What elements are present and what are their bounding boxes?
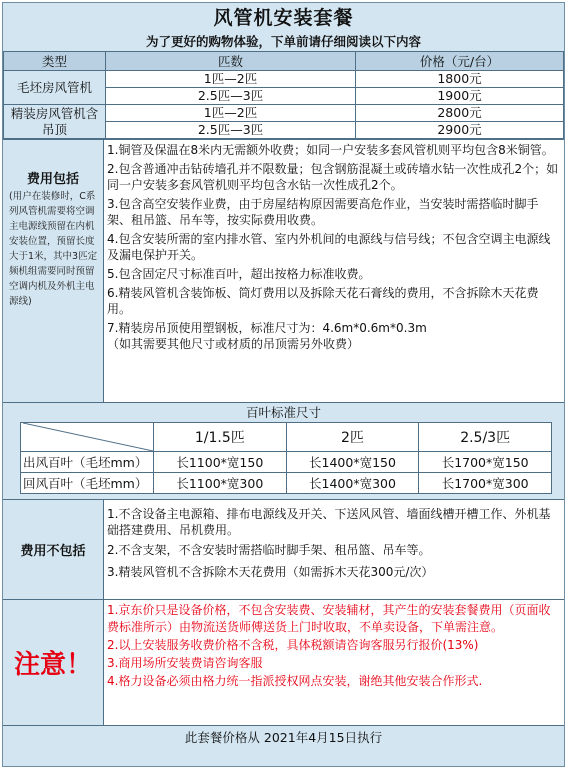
- diagonal-corner-cell: [21, 423, 154, 452]
- fee-included-label: 费用包括: [26, 172, 79, 187]
- list-item: 4.格力设备必须由格力统一指派授权网点安装，谢绝其他安装合作形式.: [107, 674, 483, 688]
- header-hp: 匹数: [106, 52, 356, 71]
- grill-cell: 长1700*宽300: [419, 473, 552, 494]
- price-cell: 1900元: [356, 88, 564, 105]
- notice-list: [104, 600, 564, 725]
- list-item: 4.包含安装所需的室内排水管、室内外机间的电源线与信号线；不包含空调主电源线及漏电保护开关。: [107, 232, 551, 262]
- list-item: 1.京东价只是设备价格，不包含安装费、安装辅材，其产生的安装套餐费用（页面收费标准所示）由物流送货师傅送货上门时收取，不单卖设备，下单需注意。: [107, 603, 551, 634]
- fee-included-note: (用户在装修时，C系列风管机需要将空调主电源线预留在内机安装位置，预留长度大于1米，其中3匹定频机组需要同时预留空调内机及外机主电源线): [9, 191, 98, 307]
- list-item: 2.包含普通冲击钻砖墙孔并不限数量；包含钢筋混凝土或砖墙水钻一次性成孔2个；如同一户安装多套风管机则平均包含水钻一次性成孔2个。: [107, 162, 559, 192]
- header-type: 类型: [4, 52, 106, 71]
- diagonal-line: [23, 423, 153, 451]
- effective-date-footer: 此套餐价格从 2021年4月15日执行: [3, 725, 564, 750]
- list-item: 1.不含设备主电源箱、排布电源线及开关、下送风风管、墙面线槽开槽工作、外机基础搭建费用、吊机费用。: [107, 507, 551, 537]
- list-item: 5.包含固定尺寸标准百叶，超出按格力标准收费。: [107, 267, 371, 281]
- list-item: 1.铜管及保温在8米内无需额外收费；如同一户安装多套风管机则平均包含8米铜管。: [107, 143, 554, 157]
- list-item: 6.精装风管机含装饰板、筒灯费用以及拆除天花石膏线的费用，不含拆除木天花费用。: [107, 286, 539, 316]
- grill-header-row: [21, 423, 552, 452]
- notice-label-cell: [3, 600, 104, 725]
- grill-cell: 长1400*宽300: [286, 473, 419, 494]
- hp-cell: 1匹—2匹: [106, 71, 356, 88]
- grill-column-header: 2.5/3匹: [419, 423, 552, 452]
- grill-cell: 长1400*宽150: [286, 452, 419, 473]
- price-cell: 2800元: [356, 105, 564, 122]
- list-item: 3.商用场所安装费请咨询客服: [107, 656, 263, 670]
- table-row: [21, 452, 552, 473]
- list-item: 2.以上安装服务收费价格不含税，具体税额请咨询客服另行报价(13%): [107, 638, 479, 652]
- list-item: 7.精装房吊顶使用塑钢板，标准尺寸为：4.6m*0.6m*0.3m （如其需要其他尺寸或材质的吊顶需另外收费）: [107, 321, 427, 351]
- header-price: 价格（元/台）: [356, 52, 564, 71]
- notice-label: 注意！: [13, 650, 92, 680]
- price-cell: 1800元: [356, 71, 564, 88]
- grill-cell: 长1700*宽150: [419, 452, 552, 473]
- grill-cell: 长1100*宽150: [154, 452, 287, 473]
- list-item: 2.不含支架，不含安装时需搭临时脚手架、租吊篮、吊车等。: [107, 543, 431, 557]
- notice-section: [3, 599, 564, 725]
- grill-size-title: 百叶标准尺寸: [3, 402, 564, 422]
- price-cell: 2900元: [356, 122, 564, 139]
- fee-excluded-section: [3, 499, 564, 599]
- fee-included-section: [3, 139, 564, 402]
- price-table-header-row: [4, 52, 564, 71]
- list-item: 3.精装风管机不含拆除木天花费用（如需拆木天花300元/次）: [107, 565, 434, 579]
- fee-excluded-label: 费用不包括: [3, 500, 104, 599]
- page-subtitle: 为了更好的购物体验，下单前请仔细阅读以下内容: [145, 34, 421, 49]
- hp-cell: 2.5匹—3匹: [106, 122, 356, 139]
- installation-package-sheet: [2, 2, 565, 767]
- price-table: [3, 51, 564, 139]
- grill-size-table: [20, 422, 552, 494]
- grill-row-label: 回风百叶（毛坯mm）: [21, 473, 154, 494]
- type-cell: 精装房风管机含吊顶: [4, 105, 106, 139]
- hp-cell: 2.5匹—3匹: [106, 88, 356, 105]
- grill-column-header: 2匹: [286, 423, 419, 452]
- type-cell: 毛坯房风管机: [4, 71, 106, 105]
- table-row: [21, 473, 552, 494]
- fee-included-list: [104, 140, 564, 402]
- fee-excluded-list: [104, 500, 564, 599]
- list-item: 3.包含高空安装作业费，由于房屋结构原因需要高危作业，当安装时需搭临时脚手架、租吊篮、吊车等，按实际费用收费。: [107, 197, 539, 227]
- grill-row-label: 出风百叶（毛坯mm）: [21, 452, 154, 473]
- grill-cell: 长1100*宽300: [154, 473, 287, 494]
- hp-cell: 1匹—2匹: [106, 105, 356, 122]
- table-row: [4, 71, 564, 88]
- grill-column-header: 1/1.5匹: [154, 423, 287, 452]
- page-title: 风管机安装套餐: [213, 7, 354, 29]
- fee-included-label-cell: [3, 140, 104, 402]
- table-row: [4, 105, 564, 122]
